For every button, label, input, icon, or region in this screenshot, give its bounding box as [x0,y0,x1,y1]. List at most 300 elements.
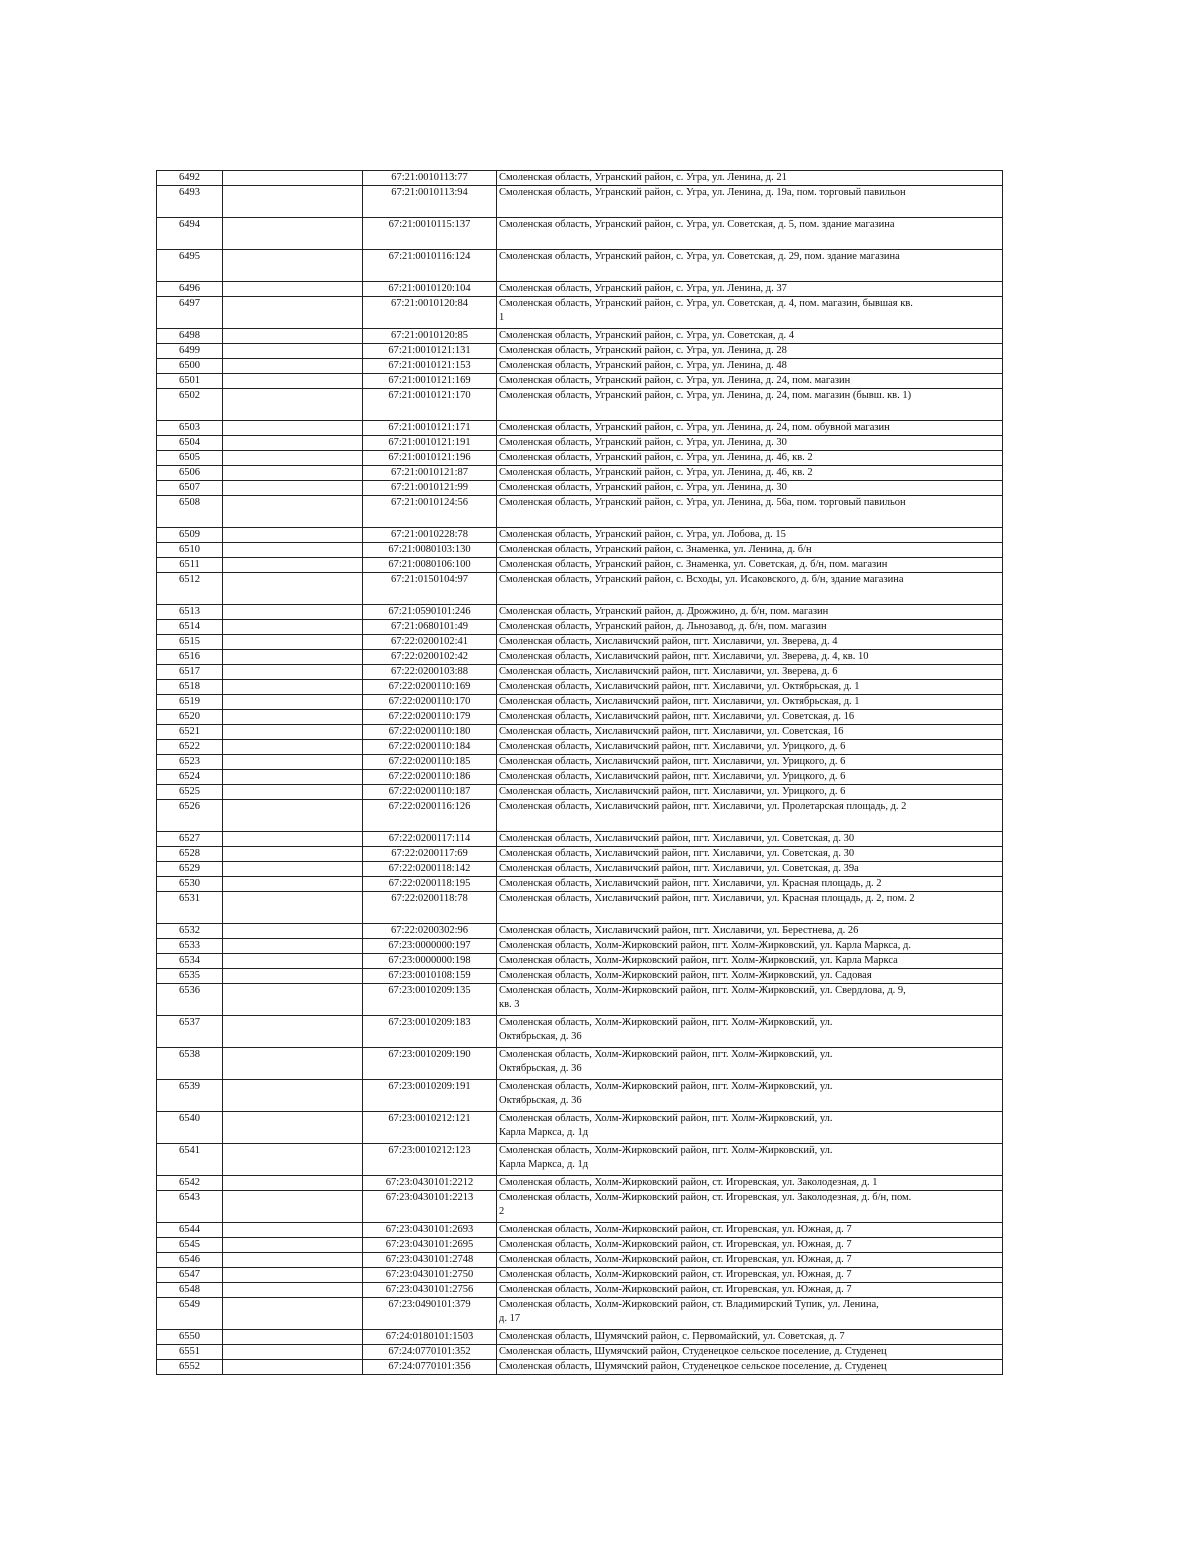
cadastral-number: 67:23:0010212:121 [363,1112,497,1144]
row-number: 6514 [157,620,223,635]
address: Смоленская область, Угранский район, с. Угра, ул. Ленина, д. 24, пом. магазин [497,374,1003,389]
cadastral-number: 67:22:0200118:195 [363,877,497,892]
address: Смоленская область, Хиславичский район, пгт. Хиславичи, ул. Урицкого, д. 6 [497,770,1003,785]
address: Смоленская область, Холм-Жирковский район, пгт. Холм-Жирковский, ул. Свердлова, д. 9, кв. 3 [497,984,1003,1016]
table-row [157,770,1003,785]
empty-cell [223,847,363,862]
row-number: 6512 [157,573,223,605]
row-number: 6525 [157,785,223,800]
empty-cell [223,1176,363,1191]
table-row [157,725,1003,740]
row-number: 6510 [157,543,223,558]
cadastral-number: 67:22:0200110:185 [363,755,497,770]
address: Смоленская область, Хиславичский район, пгт. Хиславичи, ул. Советская, д. 16 [497,710,1003,725]
address: Смоленская область, Угранский район, с. Угра, ул. Ленина, д. 28 [497,344,1003,359]
address: Смоленская область, Угранский район, с. Угра, ул. Ленина, д. 46, кв. 2 [497,451,1003,466]
cadastral-number: 67:22:0200103:88 [363,665,497,680]
cadastral-number: 67:22:0200118:142 [363,862,497,877]
table-row [157,451,1003,466]
empty-cell [223,359,363,374]
address: Смоленская область, Хиславичский район, пгт. Хиславичи, ул. Советская, д. 30 [497,832,1003,847]
table-row [157,755,1003,770]
row-number: 6548 [157,1283,223,1298]
row-number: 6542 [157,1176,223,1191]
cadastral-number: 67:22:0200110:170 [363,695,497,710]
table-row [157,1112,1003,1144]
row-number: 6546 [157,1253,223,1268]
empty-cell [223,1253,363,1268]
address: Смоленская область, Холм-Жирковский район, ст. Игоревская, ул. Южная, д. 7 [497,1268,1003,1283]
empty-cell [223,218,363,250]
registry-table-body [157,171,1003,1375]
cadastral-number: 67:21:0010121:170 [363,389,497,421]
empty-cell [223,710,363,725]
empty-cell [223,1268,363,1283]
table-row [157,496,1003,528]
table-row [157,466,1003,481]
cadastral-number: 67:22:0200110:184 [363,740,497,755]
empty-cell [223,1330,363,1345]
table-row [157,939,1003,954]
empty-cell [223,605,363,620]
empty-cell [223,1080,363,1112]
address: Смоленская область, Холм-Жирковский район, пгт. Холм-Жирковский, ул. Садовая [497,969,1003,984]
row-number: 6528 [157,847,223,862]
empty-cell [223,344,363,359]
cadastral-number: 67:23:0010209:135 [363,984,497,1016]
cadastral-number: 67:21:0010121:99 [363,481,497,496]
table-row [157,250,1003,282]
address: Смоленская область, Хиславичский район, пгт. Хиславичи, ул. Красная площадь, д. 2, пом. 2 [497,892,1003,924]
cadastral-number: 67:21:0010120:104 [363,282,497,297]
empty-cell [223,1360,363,1375]
cadastral-number: 67:23:0010209:183 [363,1016,497,1048]
address: Смоленская область, Хиславичский район, пгт. Хиславичи, ул. Красная площадь, д. 2 [497,877,1003,892]
cadastral-number: 67:23:0430101:2748 [363,1253,497,1268]
address: Смоленская область, Угранский район, д. Дрожжино, д. б/н, пом. магазин [497,605,1003,620]
cadastral-number: 67:23:0430101:2213 [363,1191,497,1223]
cadastral-number: 67:21:0010121:171 [363,421,497,436]
empty-cell [223,297,363,329]
row-number: 6539 [157,1080,223,1112]
row-number: 6522 [157,740,223,755]
row-number: 6498 [157,329,223,344]
row-number: 6516 [157,650,223,665]
row-number: 6492 [157,171,223,186]
empty-cell [223,171,363,186]
empty-cell [223,1223,363,1238]
row-number: 6504 [157,436,223,451]
table-row [157,218,1003,250]
row-number: 6529 [157,862,223,877]
cadastral-number: 67:21:0010115:137 [363,218,497,250]
row-number: 6545 [157,1238,223,1253]
empty-cell [223,250,363,282]
table-row [157,1223,1003,1238]
cadastral-number: 67:22:0200302:96 [363,924,497,939]
cadastral-number: 67:21:0010121:131 [363,344,497,359]
empty-cell [223,650,363,665]
cadastral-number: 67:22:0200110:186 [363,770,497,785]
row-number: 6515 [157,635,223,650]
cadastral-number: 67:23:0430101:2212 [363,1176,497,1191]
empty-cell [223,329,363,344]
empty-cell [223,186,363,218]
row-number: 6547 [157,1268,223,1283]
address: Смоленская область, Угранский район, с. Угра, ул. Советская, д. 4, пом. магазин, бывшая кв. 1 [497,297,1003,329]
empty-cell [223,573,363,605]
cadastral-number: 67:23:0010209:190 [363,1048,497,1080]
table-row [157,680,1003,695]
table-row [157,421,1003,436]
row-number: 6496 [157,282,223,297]
table-row [157,186,1003,218]
cadastral-number: 67:21:0080106:100 [363,558,497,573]
table-row [157,785,1003,800]
empty-cell [223,1016,363,1048]
empty-cell [223,924,363,939]
empty-cell [223,1048,363,1080]
table-row [157,1238,1003,1253]
empty-cell [223,421,363,436]
cadastral-number: 67:21:0590101:246 [363,605,497,620]
row-number: 6520 [157,710,223,725]
cadastral-number: 67:21:0010120:84 [363,297,497,329]
cadastral-number: 67:24:0180101:1503 [363,1330,497,1345]
address: Смоленская область, Хиславичский район, пгт. Хиславичи, ул. Советская, д. 39а [497,862,1003,877]
empty-cell [223,496,363,528]
row-number: 6533 [157,939,223,954]
table-row [157,329,1003,344]
row-number: 6535 [157,969,223,984]
empty-cell [223,665,363,680]
address: Смоленская область, Хиславичский район, пгт. Хиславичи, ул. Октябрьская, д. 1 [497,695,1003,710]
cadastral-number: 67:21:0150104:97 [363,573,497,605]
row-number: 6540 [157,1112,223,1144]
table-row [157,740,1003,755]
row-number: 6494 [157,218,223,250]
table-row [157,969,1003,984]
registry-table [156,170,1003,1375]
row-number: 6495 [157,250,223,282]
empty-cell [223,1191,363,1223]
row-number: 6501 [157,374,223,389]
cadastral-number: 67:23:0490101:379 [363,1298,497,1330]
empty-cell [223,620,363,635]
address: Смоленская область, Холм-Жирковский район, ст. Владимирский Тупик, ул. Ленина, д. 17 [497,1298,1003,1330]
address: Смоленская область, Холм-Жирковский район, ст. Игоревская, ул. Заколодезная, д. б/н, пом. 2 [497,1191,1003,1223]
table-row [157,171,1003,186]
address: Смоленская область, Холм-Жирковский район, ст. Игоревская, ул. Южная, д. 7 [497,1223,1003,1238]
address: Смоленская область, Холм-Жирковский район, пгт. Холм-Жирковский, ул. Октябрьская, д. 36 [497,1016,1003,1048]
address: Смоленская область, Угранский район, с. Угра, ул. Советская, д. 4 [497,329,1003,344]
address: Смоленская область, Угранский район, с. Угра, ул. Ленина, д. 21 [497,171,1003,186]
address: Смоленская область, Угранский район, с. Угра, ул. Ленина, д. 48 [497,359,1003,374]
table-row [157,1191,1003,1223]
cadastral-number: 67:21:0010113:77 [363,171,497,186]
table-row [157,481,1003,496]
address: Смоленская область, Хиславичский район, пгт. Хиславичи, ул. Пролетарская площадь, д. 2 [497,800,1003,832]
empty-cell [223,1283,363,1298]
row-number: 6521 [157,725,223,740]
table-row [157,1144,1003,1176]
row-number: 6552 [157,1360,223,1375]
empty-cell [223,800,363,832]
address: Смоленская область, Угранский район, с. Угра, ул. Ленина, д. 19а, пом. торговый павильон [497,186,1003,218]
table-row [157,847,1003,862]
row-number: 6551 [157,1345,223,1360]
table-row [157,543,1003,558]
table-row [157,1080,1003,1112]
address: Смоленская область, Холм-Жирковский район, пгт. Холм-Жирковский, ул. Карла Маркса, д. 1д [497,1144,1003,1176]
table-row [157,282,1003,297]
row-number: 6513 [157,605,223,620]
table-row [157,359,1003,374]
cadastral-number: 67:21:0010228:78 [363,528,497,543]
cadastral-number: 67:21:0010113:94 [363,186,497,218]
address: Смоленская область, Угранский район, с. Знаменка, ул. Советская, д. б/н, пом. магазин [497,558,1003,573]
empty-cell [223,740,363,755]
row-number: 6527 [157,832,223,847]
address: Смоленская область, Холм-Жирковский район, пгт. Холм-Жирковский, ул. Карла Маркса [497,954,1003,969]
address: Смоленская область, Угранский район, с. Угра, ул. Ленина, д. 46, кв. 2 [497,466,1003,481]
empty-cell [223,725,363,740]
table-row [157,1016,1003,1048]
table-row [157,832,1003,847]
empty-cell [223,680,363,695]
address: Смоленская область, Хиславичский район, пгт. Хиславичи, ул. Октябрьская, д. 1 [497,680,1003,695]
row-number: 6508 [157,496,223,528]
address: Смоленская область, Хиславичский район, пгт. Хиславичи, ул. Зверева, д. 4 [497,635,1003,650]
cadastral-number: 67:23:0430101:2756 [363,1283,497,1298]
address: Смоленская область, Холм-Жирковский район, ст. Игоревская, ул. Заколодезная, д. 1 [497,1176,1003,1191]
cadastral-number: 67:23:0430101:2695 [363,1238,497,1253]
table-row [157,558,1003,573]
empty-cell [223,436,363,451]
table-row [157,1298,1003,1330]
table-row [157,710,1003,725]
cadastral-number: 67:22:0200117:114 [363,832,497,847]
row-number: 6500 [157,359,223,374]
cadastral-number: 67:24:0770101:352 [363,1345,497,1360]
address: Смоленская область, Угранский район, с. Угра, ул. Ленина, д. 30 [497,481,1003,496]
row-number: 6543 [157,1191,223,1223]
cadastral-number: 67:23:0000000:198 [363,954,497,969]
cadastral-number: 67:21:0010121:191 [363,436,497,451]
row-number: 6544 [157,1223,223,1238]
address: Смоленская область, Угранский район, с. Угра, ул. Ленина, д. 56а, пом. торговый павильон [497,496,1003,528]
table-row [157,954,1003,969]
empty-cell [223,528,363,543]
cadastral-number: 67:21:0010120:85 [363,329,497,344]
cadastral-number: 67:21:0010121:196 [363,451,497,466]
cadastral-number: 67:23:0430101:2750 [363,1268,497,1283]
address: Смоленская область, Холм-Жирковский район, пгт. Холм-Жирковский, ул. Карла Маркса, д. 1д [497,1112,1003,1144]
row-number: 6523 [157,755,223,770]
row-number: 6503 [157,421,223,436]
row-number: 6524 [157,770,223,785]
empty-cell [223,862,363,877]
row-number: 6541 [157,1144,223,1176]
address: Смоленская область, Хиславичский район, пгт. Хиславичи, ул. Урицкого, д. 6 [497,740,1003,755]
cadastral-number: 67:22:0200118:78 [363,892,497,924]
address: Смоленская область, Угранский район, с. Угра, ул. Ленина, д. 24, пом. обувной магазин [497,421,1003,436]
address: Смоленская область, Угранский район, с. Угра, ул. Советская, д. 29, пом. здание магазина [497,250,1003,282]
address: Смоленская область, Холм-Жирковский район, ст. Игоревская, ул. Южная, д. 7 [497,1283,1003,1298]
cadastral-number: 67:22:0200110:169 [363,680,497,695]
empty-cell [223,1144,363,1176]
table-row [157,297,1003,329]
cadastral-number: 67:23:0000000:197 [363,939,497,954]
cadastral-number: 67:22:0200102:42 [363,650,497,665]
empty-cell [223,877,363,892]
address: Смоленская область, Холм-Жирковский район, пгт. Холм-Жирковский, ул. Карла Маркса, д. [497,939,1003,954]
table-row [157,620,1003,635]
address: Смоленская область, Холм-Жирковский район, ст. Игоревская, ул. Южная, д. 7 [497,1238,1003,1253]
row-number: 6538 [157,1048,223,1080]
cadastral-number: 67:22:0200102:41 [363,635,497,650]
table-row [157,605,1003,620]
row-number: 6537 [157,1016,223,1048]
cadastral-number: 67:21:0010121:153 [363,359,497,374]
table-row [157,1283,1003,1298]
empty-cell [223,892,363,924]
row-number: 6518 [157,680,223,695]
table-row [157,1330,1003,1345]
row-number: 6506 [157,466,223,481]
empty-cell [223,389,363,421]
table-row [157,695,1003,710]
cadastral-number: 67:23:0010212:123 [363,1144,497,1176]
cadastral-number: 67:22:0200110:179 [363,710,497,725]
row-number: 6493 [157,186,223,218]
cadastral-number: 67:21:0010116:124 [363,250,497,282]
empty-cell [223,785,363,800]
cadastral-number: 67:21:0080103:130 [363,543,497,558]
cadastral-number: 67:23:0010108:159 [363,969,497,984]
address: Смоленская область, Хиславичский район, пгт. Хиславичи, ул. Берестнева, д. 26 [497,924,1003,939]
row-number: 6549 [157,1298,223,1330]
table-row [157,877,1003,892]
row-number: 6499 [157,344,223,359]
address: Смоленская область, Холм-Жирковский район, пгт. Холм-Жирковский, ул. Октябрьская, д. 36 [497,1048,1003,1080]
address: Смоленская область, Угранский район, с. Угра, ул. Ленина, д. 30 [497,436,1003,451]
cadastral-number: 67:21:0010121:169 [363,374,497,389]
table-row [157,892,1003,924]
table-row [157,650,1003,665]
table-row [157,635,1003,650]
table-row [157,665,1003,680]
table-row [157,1176,1003,1191]
empty-cell [223,1112,363,1144]
cadastral-number: 67:22:0200110:180 [363,725,497,740]
cadastral-number: 67:21:0680101:49 [363,620,497,635]
address: Смоленская область, Шумячский район, с. Первомайский, ул. Советская, д. 7 [497,1330,1003,1345]
empty-cell [223,451,363,466]
empty-cell [223,939,363,954]
table-row [157,1360,1003,1375]
cadastral-number: 67:23:0430101:2693 [363,1223,497,1238]
row-number: 6531 [157,892,223,924]
empty-cell [223,984,363,1016]
empty-cell [223,770,363,785]
empty-cell [223,954,363,969]
empty-cell [223,695,363,710]
table-row [157,436,1003,451]
table-row [157,374,1003,389]
empty-cell [223,282,363,297]
empty-cell [223,1238,363,1253]
address: Смоленская область, Хиславичский район, пгт. Хиславичи, ул. Урицкого, д. 6 [497,785,1003,800]
empty-cell [223,466,363,481]
table-row [157,1253,1003,1268]
row-number: 6532 [157,924,223,939]
address: Смоленская область, Холм-Жирковский район, ст. Игоревская, ул. Южная, д. 7 [497,1253,1003,1268]
address: Смоленская область, Хиславичский район, пгт. Хиславичи, ул. Урицкого, д. 6 [497,755,1003,770]
cadastral-number: 67:24:0770101:356 [363,1360,497,1375]
cadastral-number: 67:22:0200116:126 [363,800,497,832]
address: Смоленская область, Холм-Жирковский район, пгт. Холм-Жирковский, ул. Октябрьская, д. 36 [497,1080,1003,1112]
address: Смоленская область, Угранский район, с. Всходы, ул. Исаковского, д. б/н, здание магазина [497,573,1003,605]
empty-cell [223,543,363,558]
cadastral-number: 67:23:0010209:191 [363,1080,497,1112]
empty-cell [223,1298,363,1330]
cadastral-number: 67:21:0010121:87 [363,466,497,481]
table-row [157,389,1003,421]
empty-cell [223,481,363,496]
address: Смоленская область, Хиславичский район, пгт. Хиславичи, ул. Зверева, д. 6 [497,665,1003,680]
address: Смоленская область, Угранский район, с. Угра, ул. Ленина, д. 24, пом. магазин (бывш. кв. 1) [497,389,1003,421]
address: Смоленская область, Угранский район, с. Угра, ул. Ленина, д. 37 [497,282,1003,297]
table-row [157,924,1003,939]
address: Смоленская область, Шумячский район, Студенецкое сельское поселение, д. Студенец [497,1345,1003,1360]
empty-cell [223,832,363,847]
empty-cell [223,635,363,650]
table-row [157,862,1003,877]
row-number: 6507 [157,481,223,496]
address: Смоленская область, Угранский район, с. Угра, ул. Советская, д. 5, пом. здание магазина [497,218,1003,250]
address: Смоленская область, Шумячский район, Студенецкое сельское поселение, д. Студенец [497,1360,1003,1375]
empty-cell [223,374,363,389]
table-row [157,573,1003,605]
row-number: 6502 [157,389,223,421]
row-number: 6530 [157,877,223,892]
empty-cell [223,755,363,770]
empty-cell [223,969,363,984]
row-number: 6517 [157,665,223,680]
cadastral-number: 67:22:0200110:187 [363,785,497,800]
table-row [157,984,1003,1016]
cadastral-number: 67:21:0010124:56 [363,496,497,528]
row-number: 6511 [157,558,223,573]
address: Смоленская область, Хиславичский район, пгт. Хиславичи, ул. Советская, 16 [497,725,1003,740]
address: Смоленская область, Хиславичский район, пгт. Хиславичи, ул. Советская, д. 30 [497,847,1003,862]
row-number: 6526 [157,800,223,832]
table-row [157,344,1003,359]
row-number: 6505 [157,451,223,466]
table-row [157,528,1003,543]
row-number: 6519 [157,695,223,710]
cadastral-number: 67:22:0200117:69 [363,847,497,862]
address: Смоленская область, Угранский район, д. Льнозавод, д. б/н, пом. магазин [497,620,1003,635]
row-number: 6536 [157,984,223,1016]
table-row [157,800,1003,832]
row-number: 6509 [157,528,223,543]
table-row [157,1268,1003,1283]
empty-cell [223,558,363,573]
address: Смоленская область, Угранский район, с. Знаменка, ул. Ленина, д. б/н [497,543,1003,558]
row-number: 6534 [157,954,223,969]
